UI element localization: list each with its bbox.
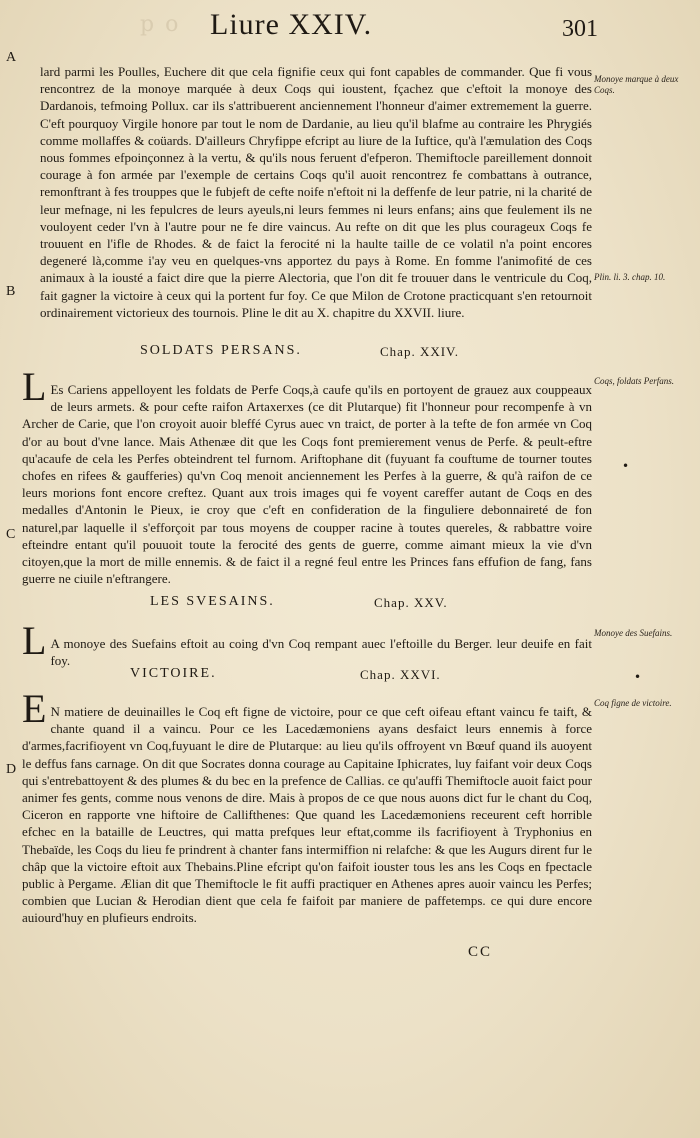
- margin-note: Coq figne de victoire.: [594, 698, 672, 708]
- bleed-through-text: p o: [140, 12, 181, 37]
- margin-note: Coqs, foldats Perfans.: [594, 376, 675, 386]
- ink-dot: •: [634, 670, 642, 684]
- chapter-number: Chap. XXIV.: [380, 344, 460, 359]
- chapter-title: LES SVESAINS.: [150, 594, 275, 609]
- section-text: N matiere de deuinailles le Coq eft figne de victoire, pour ce que ceft oifeau eftant vaincu fe taift, & chante quand il a vaincu. Pour ce les Lacedæmoniens ayans desfaict leurs ennemis à force d'armes,facrifioyent vn Coq,fuyuant le dire de Plutarque: au lieu qu'ils offroyent vn Bœuf quand ils auoyent le deffus fans carnage. On dit que Socrates donna courage au Capitaine Iphicrates, luy faifant voir deux Coqs qui s'entrebattoyent & des plumes & du bec en la prefence de Callias. ce qu'auffi Themiftocle auoit faict pour animer fes gents, comme nous venons de dire. Mais à propos de ce que nous auons dict fur le chant du Coq, Ciceron en rapporte vne hiftoire de Callifthenes: Que quand les Lacedæmoniens receurent ceft horrible efchec en la bataille de Leuctres, qui matta prefques leur eftat,comme ils facrifioyent à Tryphonius en Thebaïde, les Coqs du lieu fe prindrent à chanter fans intermiffion ni relafche: & que les Augurs dirent fur le châp que la victoire eftoit aux Thebains.Pline efcript qu'on faifoit iouster tous les ans les Coqs en fpectacle public à Pergame. Ælian dit que Themiftocle le fit auffi practiquer en Athenes apres auoir vaincu les Perfes; combien que Lucian & Herodian dient que cela fe faifoit par maniere de paffetemps. ce qui dure encore auiourd'huy en plufieurs endroits.: [22, 704, 592, 926]
- intro-text: lard parmi les Poulles, Euchere dit que cela fignifie ceux qui font capables de commander. Que fi vous rencontrez de la monoye marquée à deux Coqs qui ioustent, fçachez que c'eftoit la monoye des Dardanois, tefmoing Pollux. car ils s'attribuerent anciennement l'honneur d'aimer extremement la guerre. C'eft pourquoy Virgile honore par tout le nom de Dardanie, au lieu qu'il blafme au contraire les Phrygiés comme mollaffes & coüards. D'ailleurs Chryfippe efcript au liure de la Iuftice, qu'à l'æmulation des Coqs nous fommes efpoinçonnez à la vertu, & qu'ils nous feruent d'efperon. Themiftocle pareillement donnoit courage à fon armée par l'exemple de certains Coqs qu'il auoit rencontrez fe combattans à outrance, remonftrant à fes trouppes que le fubjeft de cefte noife n'eftoit ni la deffenfe de leur patrie, ni la charité de leur mefnage, ni les fepulcres de leurs ayeuls,ni leurs femmes ni leurs enfans; ains que feulement ils ne vouloyent ceder l'vn à l'autre pour ne fe dire vaincus. Au refte on dit que les plus courageux Coqs fe trouuent en l'ifle de Rhodes. & de faict la ferocité ni la haulte taille de ce volatil n'a point encores degeneré là,comme i'ay veu en quelques-vns apportez du pays à Rome. En fomme l'animofité de ces animaux à la iousté a faict dire que la pierre Alectoria, que l'on dit fe trouuer dans le ventricule du Coq, fait gagner la victoire à ceux qui la portent fur foy. Ce que Milon de Crotone practicquant s'en retournoit ordinairement victorieux des tournois. Pline le dit au X. chapitre du XXVII. liure.: [40, 64, 592, 320]
- drop-cap: E: [22, 686, 47, 731]
- chapter-number: Chap. XXV.: [374, 595, 448, 610]
- ink-dot: •: [622, 459, 630, 473]
- section-victoire: [22, 686, 592, 940]
- section-soldats-persans: [22, 364, 592, 600]
- chapter-heading-soldats: [140, 343, 460, 359]
- chapter-number: Chap. XXVI.: [360, 667, 441, 682]
- section-text: A monoye des Suefains eftoit au coing d'vn Coq rempant auec l'eftoille du Berger. leur deuife en fait foy.: [50, 636, 592, 669]
- drop-cap: L: [22, 618, 47, 663]
- section-marker-c: C: [6, 527, 16, 542]
- page-number: 301: [562, 16, 598, 42]
- chapter-heading-victoire: [130, 666, 441, 682]
- intro-paragraph: [22, 50, 592, 334]
- section-marker-d: D: [6, 762, 17, 777]
- section-text: Es Cariens appelloyent les foldats de Perfe Coqs,à caufe qu'ils en portoyent de grauez aux couppeaux de leurs armets. & pour cefte raifon Artaxerxes (ce dit Plutarque) fit l'honneur pour recompenfe à vn Archer de Carie, que l'on croyoit auoir bleffé Cyrus auec vn traict, de porter à la tefte de fon armée vn Coq d'or au bout d'vne lance. Mais Athenæe dit que les Coqs font premierement venus de Perfe. & peult-eftre qu'acaufe de cela les Perfes obteindrent tel furnom. Ariftophane dit (fuyuant fa couftume de tourner toutes chofes en rifees & gaufferies) qu'vn Coq menoit anciennement les Perfes à la guerre, & qu'à raifon de ce leurs morions font encore creftez. Quant aux trois images qui fe voyent careffer autant de Coqs en des medalles d'Antonin le Pieux, ie croy que c'eft en confideration de la finguliere debonnaireté de fon naturel,par laquelle il s'efforçoit par tous moyens de coupper racine à toutes quereles, & rabbattre voire efteindre entant qu'il pouuoit toute la ferocité des gents de guerre, comme aimant mieux la vie d'vn citoyen,que la mort de mille ennemis. & de faict il a regné feul entre les Princes fans effufion de fang, fans guerre ne ciuile n'eftrangere.: [22, 382, 592, 587]
- section-marker-b: B: [6, 284, 16, 299]
- section-svesains: [22, 618, 592, 682]
- margin-note: Monoye des Suefains.: [594, 628, 673, 638]
- chapter-title: VICTOIRE.: [130, 666, 217, 681]
- margin-note: Monoye marque à deux Coqs.: [594, 74, 679, 95]
- signature-mark: CC: [468, 944, 493, 960]
- running-title: Liure XXIV.: [210, 8, 373, 41]
- section-marker-a: A: [6, 50, 17, 65]
- chapter-title: SOLDATS PERSANS.: [140, 343, 302, 358]
- page-header: [0, 8, 700, 44]
- drop-cap: L: [22, 364, 47, 409]
- margin-note: Plin. li. 3. chap. 10.: [594, 272, 666, 282]
- chapter-heading-svesains: [150, 594, 448, 610]
